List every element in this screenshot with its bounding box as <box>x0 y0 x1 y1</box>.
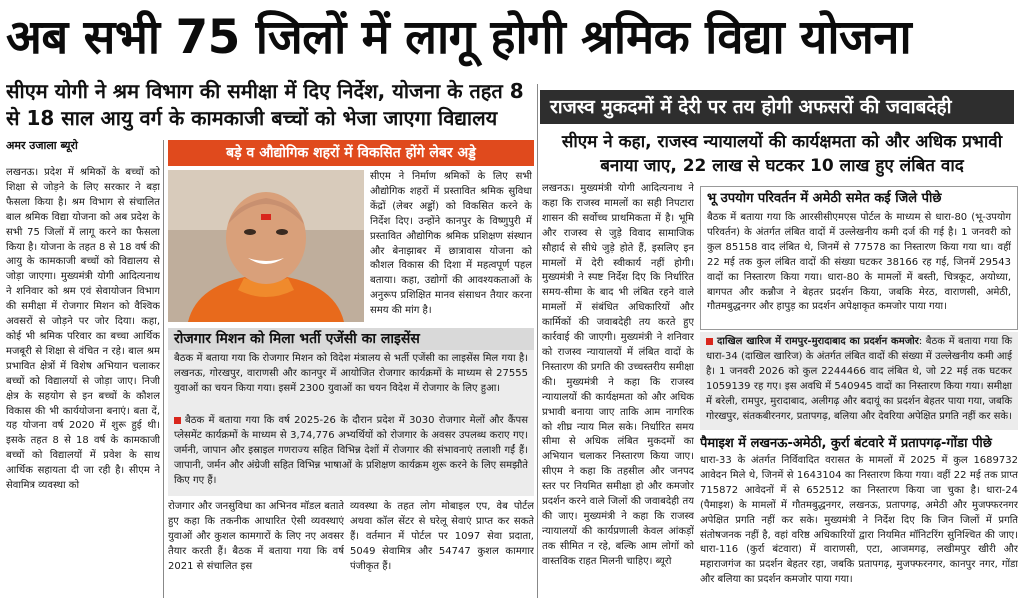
revenue-story-column <box>542 182 694 598</box>
land-use-title: भू उपयोग परिवर्तन में अमेठी समेत कई जिले पीछे <box>707 191 942 206</box>
land-use-text: बैठक में बताया गया कि आरसीसीएमएस पोर्टल के माध्यम से धारा-80 (भू-उपयोग परिवर्तन) के अंतर्गत लंबित वादों में उल्लेखनीय कमी दर्ज की गई है। 1 जनवरी को कुल 85158 वाद लंबित थे, जिनमें से 77578 का निस्तारण किया गया था। वहीं 22 मई तक कुल लंबित वादों की संख्या घटकर 38166 रह गई, जिनमें 29543 वादों का निस्तारण किया गया। धारा-80 के मामलों में बस्ती, चित्रकूट, अयोध्या, बागपत और कन्नौज ने बेहतर प्रदर्शन किया, जबकि मेरठ, वाराणसी, अमेठी, गौतमबुद्धनगर और हापुड़ का प्रदर्शन अपेक्षाकृत कमजोर पाया गया। <box>707 212 1011 313</box>
page-headline: अब सभी 75 जिलों में लागू होगी श्रमिक विद्या योजना <box>6 10 912 65</box>
recruitment-license-box <box>168 328 534 496</box>
measurement-box-title: पैमाइश में लखनऊ-अमेठी, कुर्रा बंटवारे में प्रतापगढ़-गोंडा पीछे <box>700 436 992 451</box>
left-col1-text: लखनऊ। प्रदेश में श्रमिकों के बच्चों को शिक्षा से जोड़ने के लिए सरकार ने बड़ा फैसला किया है। श्रम विभाग से संचालित बाल श्रमिक विद्या योजना को अब प्रदेश के सभी 75 जिलों में लागू करने का फैसला किया है। योजना के तहत 8 से 18 वर्ष की आयु के कामकाजी बच्चों को विद्यालय से जोड़ा जाएगा। मुख्यमंत्री योगी आदित्यनाथ ने शनिवार को श्रम एवं सेवायोजन विभाग की समीक्षा में रोजगार मिशन को वैश्विक अवसरों से जोड़ने पर जोर दिया। कहा, कोई भी श्रमिक परिवार का बच्चा आर्थिक मजबूरी से शिक्षा से वंचित न रहे। बाल श्रम प्रभावित क्षेत्रों में विशेष अभियान चलाकर बच्चों को विद्यालयों से जोड़ा जाए। निजी क्षेत्र के सहयोग से इन बच्चों के कौशल विकास की भी कार्ययोजना बनाएं। बता दें, यह योजना वर्ष 2020 में शुरू हुई थी। इसके तहत 8 से 18 वर्ष के कामकाजी बच्चों को विद्यालयों में प्रवेश के साथ आर्थिक सहायता दी जा रही है। सीएम ने सेवामित्र व्यवस्था को <box>6 167 160 492</box>
revenue-story-subhead: सीएम ने कहा, राजस्व न्यायालयों की कार्यक्षमता को और अधिक प्रभावी बनाया जाए, 22 लाख से घटकर 10 लाख हुए लंबित वाद <box>561 132 1003 176</box>
mutation-box <box>700 332 1018 430</box>
measurement-box-text: धारा-33 के अंतर्गत निर्विवादित वरासत के मामलों में 2025 में कुल 1689732 आवेदन मिले थे, जिनमें से 1643104 का निस्तारण किया गया। वहीं 22 मई तक प्राप्त 715872 आवेदनों में से 652512 का निस्तारण किया जा चुका है। धारा-24 (पैमाइश) के मामलों में गौतमबुद्धनगर, लखनऊ, प्रतापगढ़, अमेठी और मुजफ्फरनगर अपेक्षित प्रगति नहीं कर सके। मुख्यमंत्री ने निर्देश दिए कि जिन जिलों में प्रगति संतोषजनक नहीं है, वहां वरिष्ठ अधिकारियों द्वारा नियमित मॉनिटरिंग सुनिश्चित की जाए। धारा-116 (कुर्रा बंटवारा) में वाराणसी, एटा, आजमगढ़, लखीमपुर खीरी और महाराजगंज का प्रदर्शन बेहतर रहा, जबकि प्रतापगढ़, मुजफ्फरनगर, कानपुर नगर, गोंडा और बलिया का प्रदर्शन कमजोर पाया गया। <box>700 455 1018 586</box>
left-col3-text: रोजगार और जनसुविधा का अभिनव मॉडल बताते हुए कहा कि तकनीक आधारित ऐसी व्यवस्थाएं युवाओं और कुशल कामगारों के लिए नए अवसर तैयार करती हैं। बैठक में बताया गया कि वर्ष 2021 से संचालित इस <box>168 501 344 572</box>
cm-photo <box>168 170 364 322</box>
left-story-column-1 <box>6 166 160 598</box>
red-square-bullet-icon <box>174 417 181 424</box>
mutation-box-text: : बैठक में बताया गया कि धारा-34 (दाखिल खारिज) के अंतर्गत लंबित वादों की संख्या में उल्लेखनीय कमी आई है। 1 जनवरी 2026 को कुल 2244466 वाद लंबित थे, जो 22 मई तक घटकर 1059139 रह गए। इस अवधि में 540945 वादों का निस्तारण किया गया। समीक्षा में बरेली, रामपुर, मुरादाबाद, अलीगढ़ और बदायूं का प्रदर्शन बेहतर पाया गया, जबकि गोरखपुर, संतकबीरनगर, प्रतापगढ़, बलिया और देवरिया अपेक्षित प्रगति नहीं कर सके। <box>706 336 1013 422</box>
recruitment-bullet-text: बैठक में बताया गया कि वर्ष 2025-26 के दौरान प्रदेश में 3030 रोजगार मेलों और कैंपस प्लेसमेंट कार्यक्रमों के माध्यम से 3,74,776 अभ्यर्थियों को रोजगार के अवसर उपलब्ध कराए गए। जर्मनी, जापान और इस्राइल गणराज्य सहित विभिन्न देशों में रोजगार की संभावनाएं तलाशी गईं हैं। जापानी, जर्मन और अंग्रेजी सहित विभिन्न भाषाओं के प्रशिक्षण कार्यक्रम शुरू करने के लिए समझौते किए गए हैं। <box>174 415 528 486</box>
left-col4-text: व्यवस्था के तहत लोग मोबाइल एप, वेब पोर्टल अथवा कॉल सेंटर से घरेलू सेवाएं प्राप्त कर सकते हैं। वर्तमान में पोर्टल पर 1097 सेवा प्रदाता, 5049 सेवामित्र और 54747 कुशल कामगार पंजीकृत हैं। <box>350 501 534 572</box>
labour-hub-banner: बड़े व औद्योगिक शहरों में विकसित होंगे लेबर अड्डे <box>168 140 534 166</box>
red-square-bullet-icon <box>706 338 713 345</box>
byline: अमर उजाला ब्यूरो <box>6 139 78 152</box>
revenue-col-text: लखनऊ। मुख्यमंत्री योगी आदित्यनाथ ने कहा कि राजस्व मामलों का सही निपटारा शासन की सर्वोच्च प्राथमिकता में है। भूमि और राजस्व से जुड़े विवाद सामाजिक सौहार्द से सीधे जुड़े होते हैं, इसलिए इन मामलों में देरी स्वीकार्य नहीं होगी। मुख्यमंत्री ने स्पष्ट निर्देश दिए कि निर्धारित समय-सीमा के बाद भी लंबित रहने वाले मामलों में संबंधित अधिकारियों और कार्मिकों की जवाबदेही तय करते हुए कार्रवाई की जाएगी। मुख्यमंत्री ने शनिवार को राजस्व न्यायालयों में लंबित वादों के निस्तारण की प्रगति की उच्चस्तरीय समीक्षा की। मुख्यमंत्री ने कहा कि राजस्व न्यायालयों की कार्यक्षमता को और अधिक प्रभावी बनाया जाए ताकि आम नागरिक को शीघ्र न्याय मिल सके। निर्धारित समय सीमा से अधिक लंबित मुकदमों का अभियान चलाकर निस्तारण किया जाए। सीएम ने कहा कि तहसील और जनपद स्तर पर नियमित समीक्षा हो और कमजोर प्रदर्शन करने वाले जिलों की जवाबदेही तय की जाए। मुख्यमंत्री ने कहा कि राजस्व न्यायालयों की कार्यप्रणाली केवल आंकड़ों तक सीमित न रहे, बल्कि आम लोगों को वास्तविक राहत मिलनी चाहिए। ब्यूरो <box>542 183 694 567</box>
revenue-story-banner: राजस्व मुकदमों में देरी पर तय होगी अफसरों की जवाबदेही <box>540 90 1014 124</box>
left-col2-text: सीएम ने निर्माण श्रमिकों के लिए सभी औद्योगिक शहरों में प्रस्तावित श्रमिक सुविधा केंद्रों (लेबर अड्डों) को विकसित करने के निर्देश दिए। उन्होंने कानपुर के विष्णुपुरी में प्रस्तावित औद्योगिक श्रमिक प्रशिक्षण संस्थान और बेनाझाबर में छात्रावास योजना को कौशल विकास की दिशा में महत्वपूर्ण पहल बताया। कहा, उद्योगों की आवश्यकताओं के अनुरूप प्रशिक्षित मानव संसाधन तैयार करना समय की मांग है। <box>370 171 532 317</box>
column-divider <box>163 140 164 598</box>
left-story-subhead: सीएम योगी ने श्रम विभाग की समीक्षा में दिए निर्देश, योजना के तहत 8 से 18 साल आयु वर्ग के कामकाजी बच्चों को भेजा जाएगा विद्यालय <box>6 79 524 130</box>
recruitment-box-bullet <box>168 412 534 494</box>
left-story-column-4 <box>350 500 534 598</box>
story-divider <box>537 84 538 598</box>
measurement-box <box>700 434 1018 598</box>
land-use-box <box>700 186 1018 330</box>
left-story-column-2 <box>370 170 532 326</box>
mutation-box-content <box>700 332 1018 428</box>
recruitment-box-text: बैठक में बताया गया कि रोजगार मिशन को विदेश मंत्रालय से भर्ती एजेंसी का लाइसेंस मिल गया है। लखनऊ, गोरखपुर, वाराणसी और कानपुर में आयोजित रोजगार कार्यक्रमों के माध्यम से 27555 युवाओं का चयन किया गया। इसमें 2300 युवाओं का चयन विदेश में रोजगार के लिए हुआ। <box>174 353 528 394</box>
recruitment-box-title: रोजगार मिशन को मिला भर्ती एजेंसी का लाइसेंस <box>168 328 534 350</box>
left-story-column-3 <box>168 500 344 598</box>
mutation-box-title: दाखिल खारिज में रामपुर-मुरादाबाद का प्रदर्शन कमजोर <box>717 336 919 347</box>
portrait-image <box>168 170 364 322</box>
